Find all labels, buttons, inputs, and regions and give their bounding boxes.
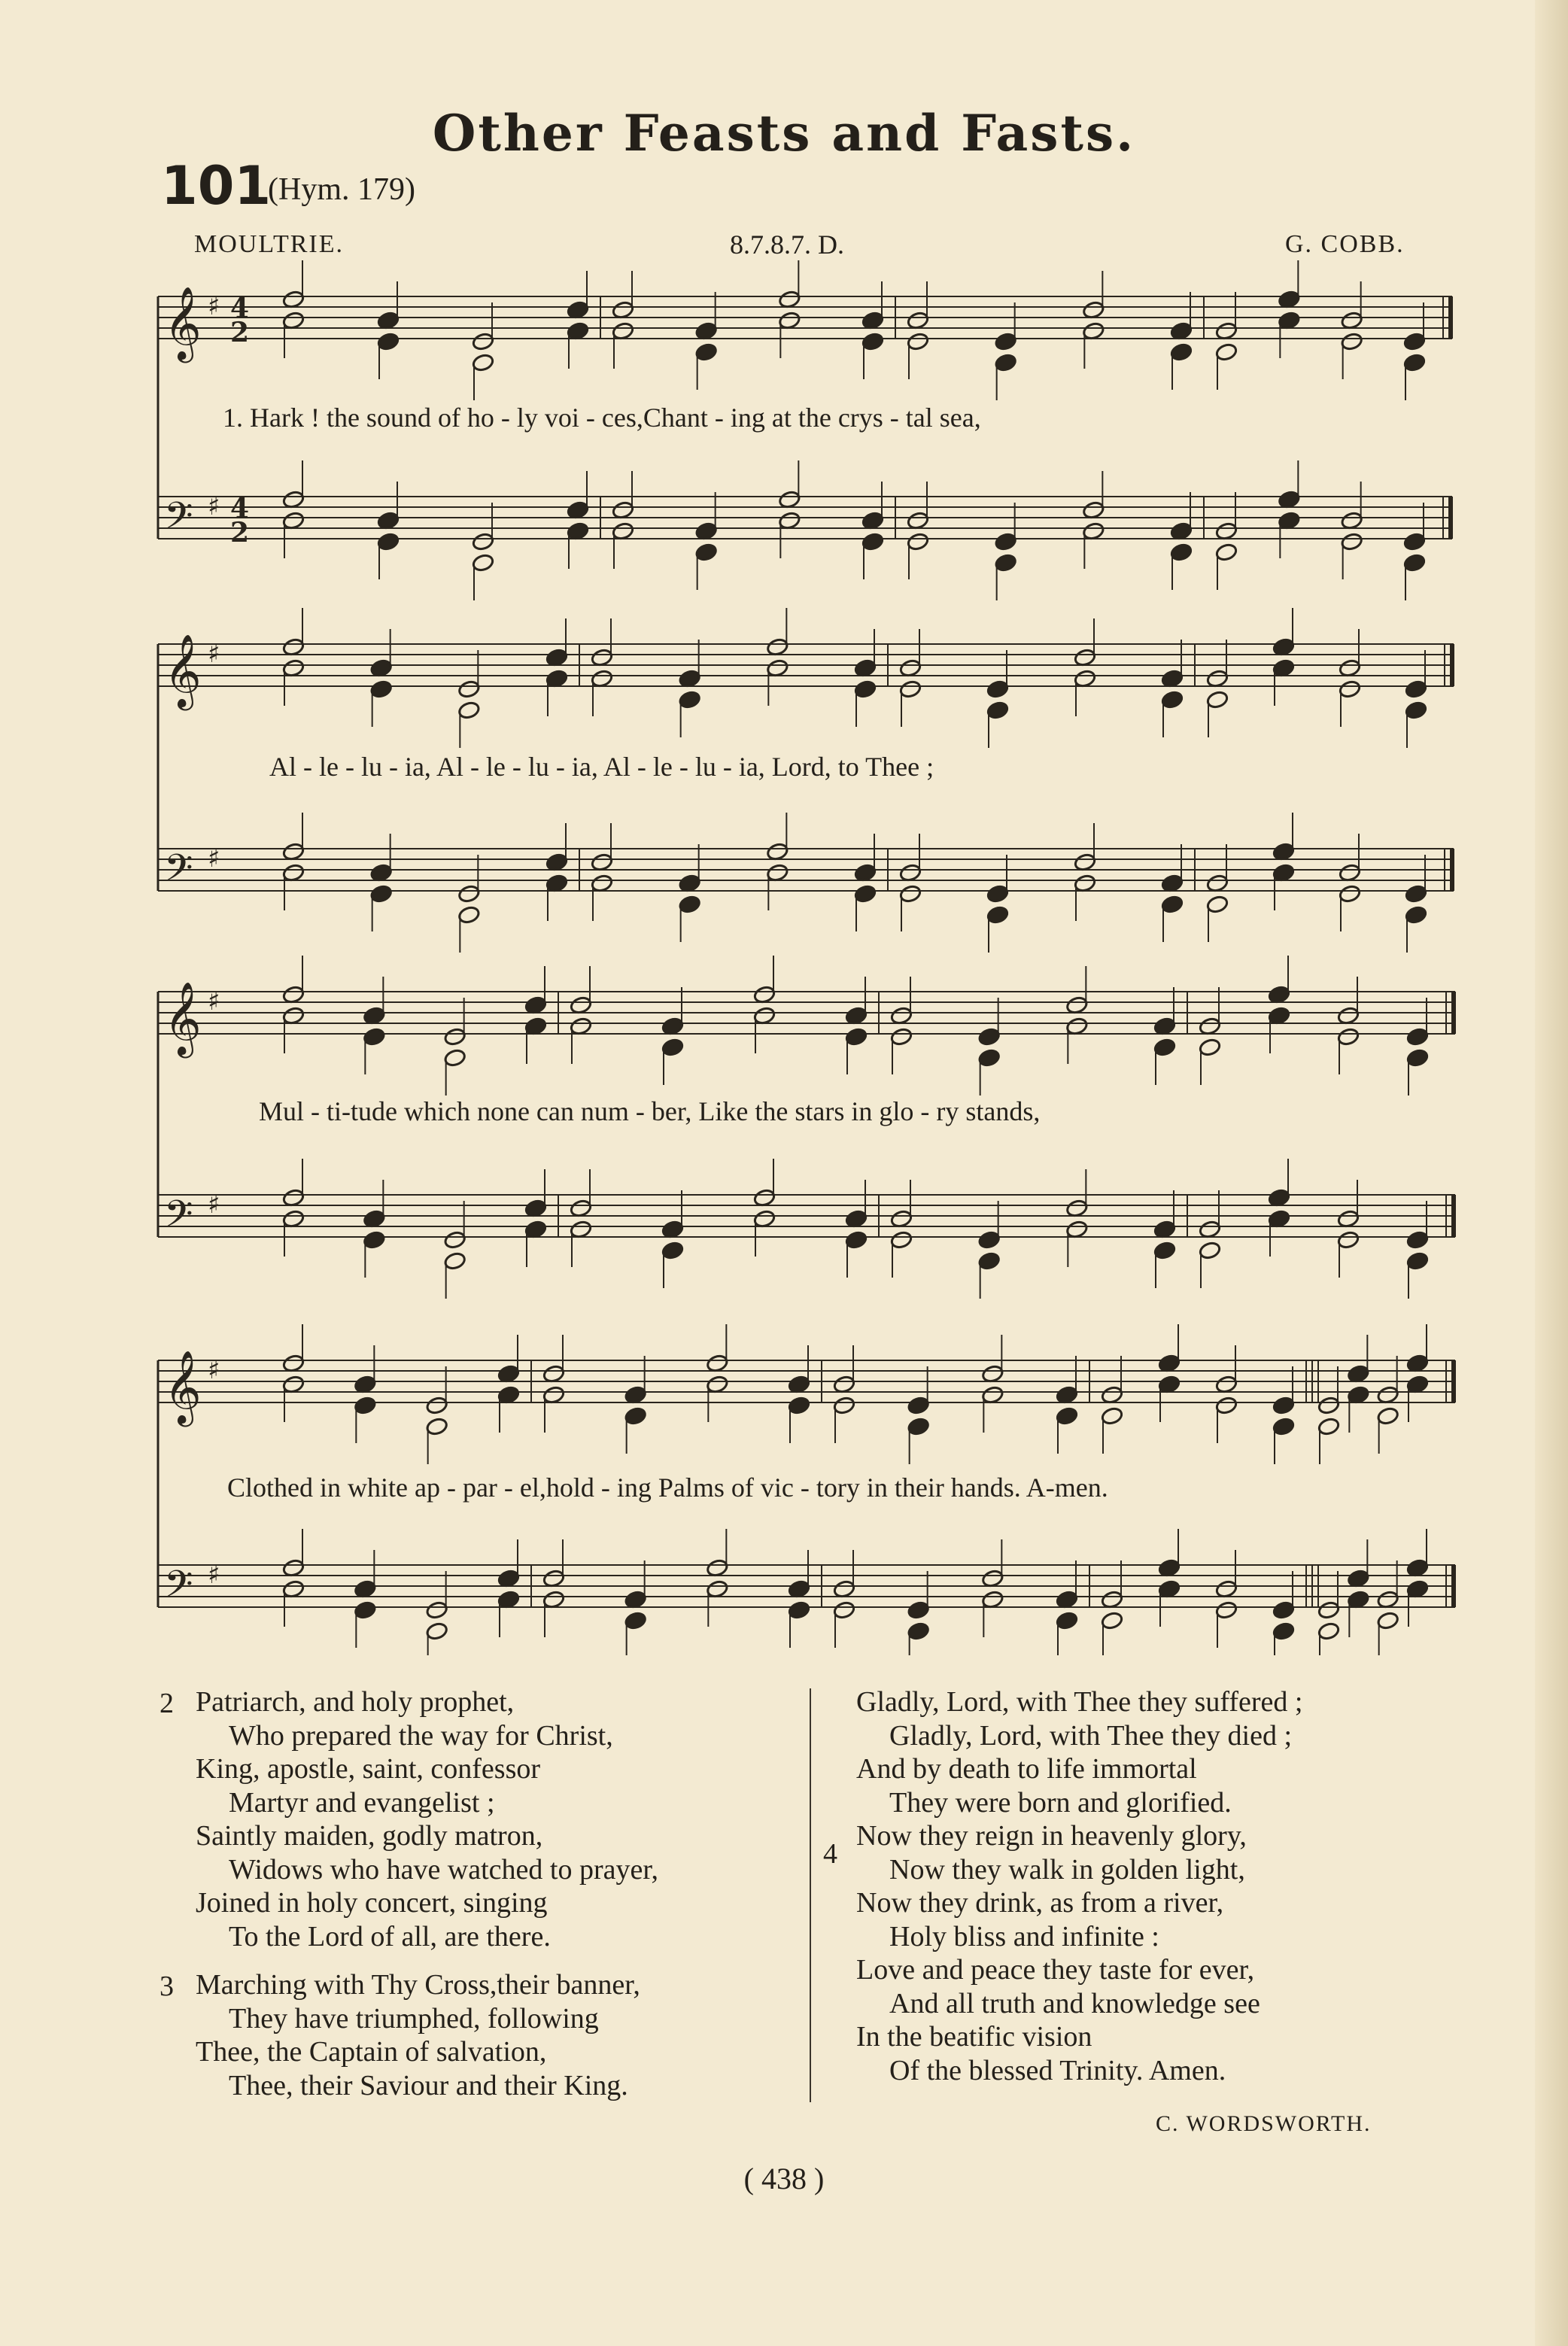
note-head — [443, 1230, 466, 1250]
note-head — [425, 1600, 448, 1620]
note-head — [994, 332, 1017, 351]
note-head — [1215, 1396, 1238, 1415]
note-head — [890, 1230, 913, 1250]
note-head — [1339, 679, 1362, 699]
note-head — [363, 1230, 386, 1250]
note-head — [899, 679, 922, 699]
note-head — [1406, 1048, 1430, 1068]
note-head — [1317, 1621, 1341, 1641]
note-head — [1272, 1600, 1296, 1620]
lyrics-line-1: 1. Hark ! the sound of ho - ly voi - ces,Chant - ing at the crys - tal sea, — [223, 403, 981, 433]
note-head — [1215, 342, 1238, 362]
verse-line: King, apostle, saint, confessor — [196, 1753, 541, 1785]
note-head — [363, 1027, 386, 1047]
note-head — [1403, 332, 1427, 351]
sharp-icon: ♯ — [208, 1560, 220, 1590]
note-head — [694, 342, 718, 362]
note-head — [377, 332, 400, 351]
note-head — [1161, 895, 1184, 914]
note-head — [425, 1417, 448, 1436]
note-head — [694, 542, 718, 562]
note-head — [899, 884, 922, 904]
time-signature: 2 — [230, 317, 250, 348]
note-head — [1405, 884, 1428, 904]
note-head — [788, 1600, 811, 1620]
verse-line: Saintly maiden, godly matron, — [196, 1820, 543, 1852]
note-head — [1405, 679, 1428, 699]
sharp-icon: ♯ — [208, 291, 220, 321]
note-head — [986, 905, 1010, 925]
verse-line: To the Lord of all, are there. — [229, 1920, 551, 1952]
verse-2 — [196, 1685, 658, 1953]
note-head — [1337, 1230, 1360, 1250]
note-head — [1153, 1241, 1177, 1260]
note-head — [994, 553, 1017, 573]
treble-clef-icon: 𝄞 — [164, 1350, 202, 1424]
note-head — [861, 532, 885, 552]
sharp-icon: ♯ — [208, 843, 220, 874]
verse-line: In the beatific vision — [856, 2021, 1092, 2053]
lyrics-line-3: Mul - ti-tude which none can num - ber, Like the stars in glo - ry stands, — [259, 1096, 1041, 1126]
note-head — [1317, 1417, 1341, 1436]
note-head — [986, 679, 1010, 699]
note-head — [457, 884, 481, 904]
note-head — [425, 1396, 448, 1415]
verse-line: Marching with Thy Cross,their banner, — [196, 1969, 640, 2001]
note-head — [369, 884, 393, 904]
note-head — [624, 1406, 647, 1426]
bass-clef-icon: 𝄢 — [164, 494, 193, 547]
verse-2-number: 2 — [160, 1688, 174, 1719]
verse-line: They were born and glorified. — [889, 1786, 1232, 1819]
page-number: ( 438 ) — [743, 2162, 825, 2196]
note-head — [890, 1027, 913, 1047]
verse-line: Gladly, Lord, with Thee they died ; — [889, 1719, 1293, 1752]
note-head — [977, 1230, 1001, 1250]
meter: 8.7.8.7. D. — [730, 229, 844, 260]
note-head — [854, 884, 877, 904]
note-head — [1406, 1027, 1430, 1047]
note-head — [472, 532, 495, 552]
note-head — [1199, 1038, 1222, 1057]
verse-4 — [856, 1819, 1260, 2087]
verse-line: Now they walk in golden light, — [889, 1853, 1245, 1886]
note-head — [1405, 905, 1428, 925]
note-head — [1403, 553, 1427, 573]
note-head — [1340, 532, 1363, 552]
note-head — [354, 1600, 377, 1620]
note-head — [1403, 353, 1427, 372]
note-head — [472, 353, 495, 372]
verse-line: Love and peace they taste for ever, — [856, 1954, 1255, 1986]
composer: G. COBB. — [1285, 230, 1405, 258]
column-divider — [810, 1688, 811, 2102]
verse-line: Thee, their Saviour and their King. — [229, 2069, 628, 2101]
treble-clef-icon: 𝄞 — [164, 286, 202, 360]
note-head — [845, 1230, 868, 1250]
note-head — [977, 1027, 1001, 1047]
tune-name: MOULTRIE. — [194, 230, 345, 258]
verse-line: Joined in holy concert, singing — [196, 1887, 548, 1919]
note-head — [443, 1027, 466, 1047]
note-head — [994, 353, 1017, 372]
verse-3-part-1 — [196, 1968, 640, 2102]
note-head — [1340, 332, 1363, 351]
verse-3-number: 3 — [160, 1971, 174, 2002]
note-head — [661, 1038, 685, 1057]
note-head — [1101, 1611, 1124, 1630]
lyrics-line-2: Al - le - lu - ia, Al - le - lu - ia, Al - le - lu - ia, Lord, to Thee ; — [269, 752, 934, 782]
note-head — [1403, 532, 1427, 552]
verse-3-part-2 — [856, 1685, 1302, 1819]
note-head — [854, 679, 877, 699]
hymn-reference: (Hym. 179) — [268, 172, 415, 207]
note-head — [1056, 1611, 1079, 1630]
note-head — [1272, 1417, 1296, 1436]
note-head — [907, 532, 930, 552]
note-head — [624, 1611, 647, 1630]
hymn-number: 101 — [161, 155, 272, 217]
note-head — [1161, 690, 1184, 710]
time-signature: 2 — [230, 517, 250, 549]
bass-clef-icon: 𝄢 — [164, 1563, 193, 1615]
sharp-icon: ♯ — [208, 491, 220, 521]
page-title: Other Feasts and Fasts. — [432, 104, 1136, 163]
treble-clef-icon: 𝄞 — [164, 634, 202, 707]
note-head — [472, 332, 495, 351]
verse-4-number: 4 — [823, 1838, 837, 1870]
verse-line: They have triumphed, following — [229, 2002, 599, 2035]
note-head — [678, 895, 701, 914]
note-head — [1272, 1621, 1296, 1641]
treble-clef-icon: 𝄞 — [164, 981, 202, 1055]
sharp-icon: ♯ — [208, 1190, 220, 1220]
verse-line: Martyr and evangelist ; — [229, 1786, 495, 1819]
verse-line: Patriarch, and holy prophet, — [196, 1686, 515, 1718]
verse-line: Of the blessed Trinity. Amen. — [889, 2054, 1226, 2086]
note-head — [1199, 1241, 1222, 1260]
hymn-author: C. WORDSWORTH. — [1156, 2111, 1372, 2136]
note-head — [472, 553, 495, 573]
note-head — [845, 1027, 868, 1047]
note-head — [1406, 1230, 1430, 1250]
note-head — [1406, 1251, 1430, 1271]
note-head — [1206, 895, 1229, 914]
bass-clef-icon: 𝄢 — [164, 846, 193, 899]
sharp-icon: ♯ — [208, 986, 220, 1016]
note-head — [907, 332, 930, 351]
note-head — [678, 690, 701, 710]
note-head — [861, 332, 885, 351]
bass-clef-icon: 𝄢 — [164, 1193, 193, 1245]
note-head — [907, 1600, 930, 1620]
note-head — [1056, 1406, 1079, 1426]
note-head — [1101, 1406, 1124, 1426]
note-head — [907, 1621, 930, 1641]
verse-line: And by death to life immortal — [856, 1753, 1197, 1785]
verse-line: Now they drink, as from a river, — [856, 1887, 1224, 1919]
note-head — [1317, 1600, 1341, 1620]
note-head — [443, 1251, 466, 1271]
note-head — [354, 1396, 377, 1415]
note-head — [1170, 342, 1193, 362]
note-head — [1272, 1396, 1296, 1415]
note-head — [1215, 542, 1238, 562]
note-head — [1376, 1611, 1399, 1630]
verse-line: Gladly, Lord, with Thee they suffered ; — [856, 1686, 1303, 1718]
sharp-icon: ♯ — [208, 639, 220, 669]
note-head — [1376, 1406, 1399, 1426]
note-head — [369, 679, 393, 699]
note-head — [994, 532, 1017, 552]
verse-line: Holy bliss and infinite : — [889, 1920, 1159, 1952]
verse-line: Who prepared the way for Christ, — [229, 1719, 613, 1752]
note-head — [1170, 542, 1193, 562]
note-head — [661, 1241, 685, 1260]
note-head — [1339, 884, 1362, 904]
note-head — [457, 905, 481, 925]
note-head — [457, 679, 481, 699]
note-head — [1317, 1396, 1341, 1415]
verse-line: Thee, the Captain of salvation, — [196, 2036, 547, 2068]
note-head — [1206, 690, 1229, 710]
note-head — [425, 1621, 448, 1641]
verse-line: Widows who have watched to prayer, — [229, 1853, 658, 1886]
note-head — [907, 1417, 930, 1436]
note-head — [977, 1251, 1001, 1271]
time-signature: 4 — [230, 493, 250, 524]
note-head — [986, 700, 1010, 720]
note-head — [1153, 1038, 1177, 1057]
note-head — [833, 1396, 856, 1415]
note-head — [443, 1048, 466, 1068]
note-head — [986, 884, 1010, 904]
lyrics-line-4: Clothed in white ap - par - el,hold - ing Palms of vic - tory in their hands. A-men. — [227, 1472, 1108, 1503]
note-head — [457, 700, 481, 720]
verse-line: Now they reign in heavenly glory, — [856, 1820, 1247, 1852]
time-signature: 4 — [230, 293, 250, 324]
note-head — [907, 1396, 930, 1415]
note-head — [1337, 1027, 1360, 1047]
note-head — [1405, 700, 1428, 720]
sharp-icon: ♯ — [208, 1355, 220, 1385]
verse-line: And all truth and knowledge see — [889, 1987, 1260, 2019]
note-head — [1215, 1600, 1238, 1620]
note-head — [377, 532, 400, 552]
note-head — [977, 1048, 1001, 1068]
note-head — [833, 1600, 856, 1620]
note-head — [788, 1396, 811, 1415]
